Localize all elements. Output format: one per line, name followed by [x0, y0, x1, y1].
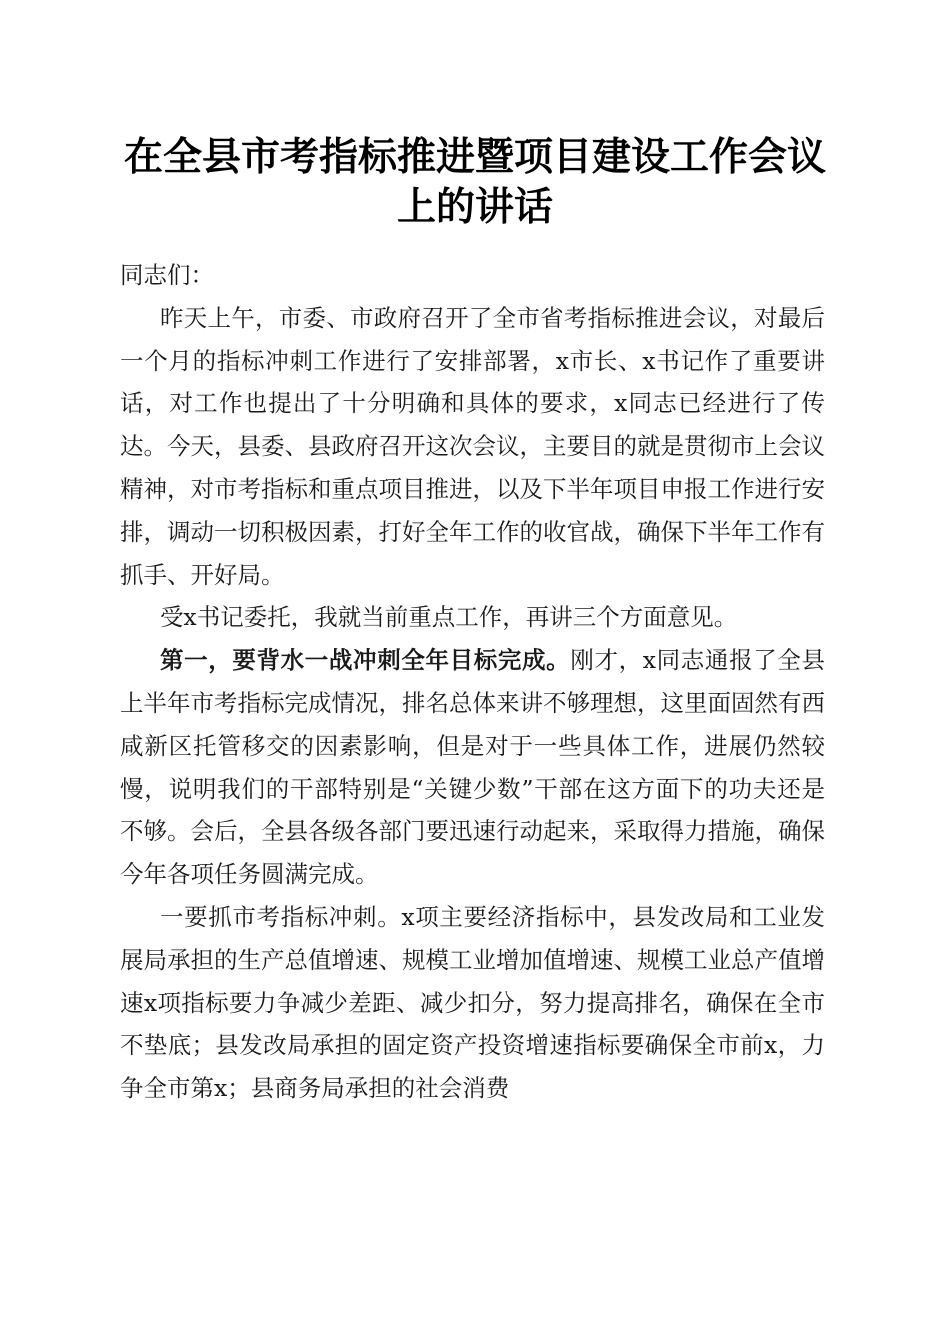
paragraph-indicators: 一要抓市考指标冲刺。x项主要经济指标中，县发改局和工业发展局承担的生产总值增速、规模工业增加值增速、规模工业总产值增速x项指标要力争减少差距、减少扣分，努力提高排名，确保在全市不垫底；县发改局承担的固定资产投资增速指标要确保全市前x，力争全市第x；县商务局承担的社会消费	[120, 902, 825, 1103]
document-title: 在全县市考指标推进暨项目建设工作会议上的讲话	[123, 134, 826, 230]
document-body	[120, 254, 825, 1110]
section-1-text: 刚才，x同志通报了全县上半年市考指标完成情况，排名总体来讲不够理想，这里面固然有西咸新区托管移交的因素影响，但是对于一些具体工作，进展仍然较慢，说明我们的干部特别是“关键少数”干部在这方面下的功夫还是不够。会后，全县各级各部门要迅速行动起来，采取得力措施，确保今年各项任务圆满完成。	[120, 646, 825, 889]
paragraph-intro: 昨天上午，市委、市政府召开了全市省考指标推进会议，对最后一个月的指标冲刺工作进行了安排部署，x市长、x书记作了重要讲话，对工作也提出了十分明确和具体的要求，x同志已经进行了传达。今天，县委、县政府召开这次会议，主要目的就是贯彻市上会议精神，对市考指标和重点项目推进，以及下半年项目申报工作进行安排，调动一切积极因素，打好全年工作的收官战，确保下半年工作有抓手、开好局。	[120, 303, 825, 589]
paragraph-entrusted: 受x书记委托，我就当前重点工作，再讲三个方面意见。	[159, 603, 738, 632]
salutation: 同志们：	[120, 261, 214, 289]
paragraph-section-1	[120, 639, 825, 896]
section-1-heading: 第一，要背水一战冲刺全年目标完成。	[159, 646, 571, 675]
